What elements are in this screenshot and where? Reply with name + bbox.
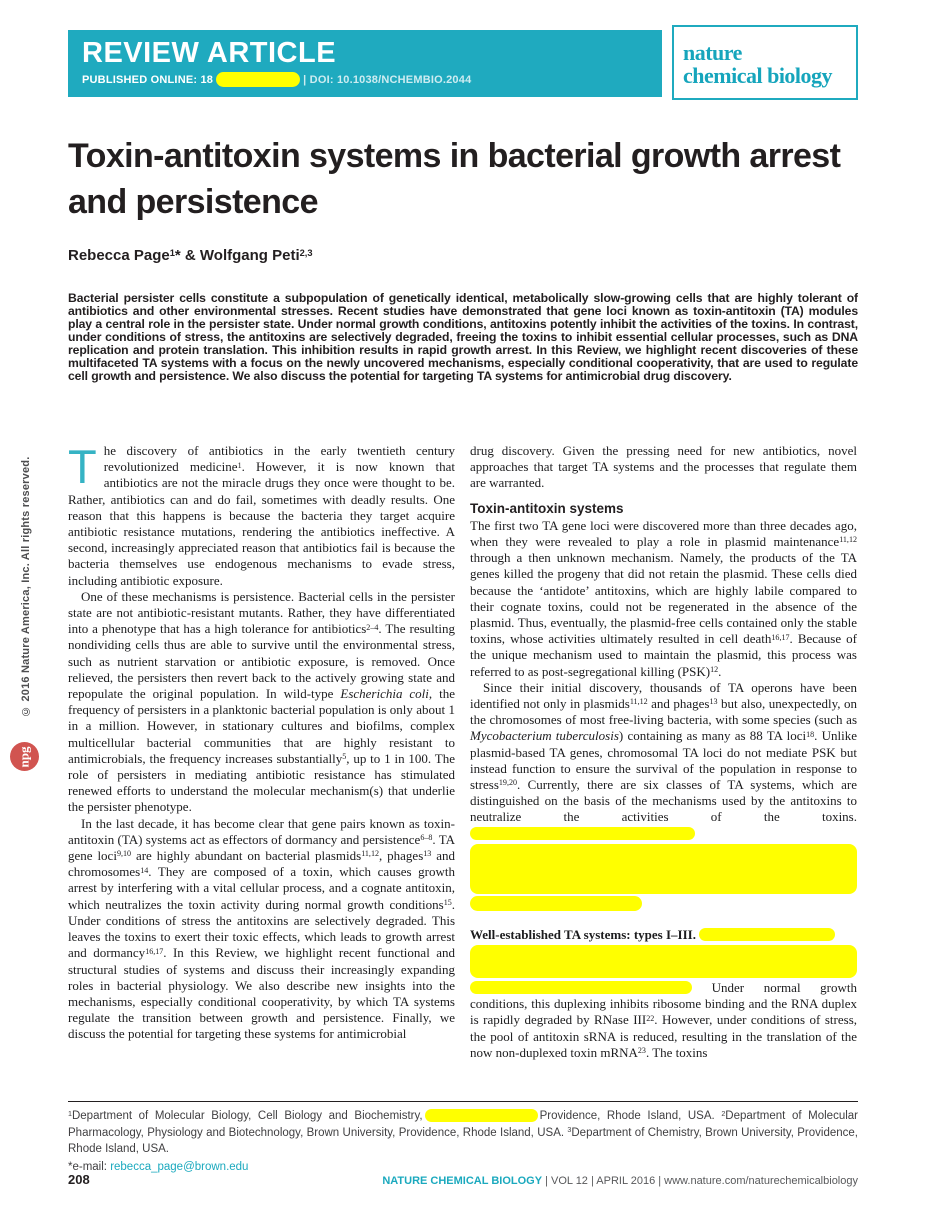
redaction-bar [425, 1109, 538, 1122]
redaction-bar [470, 981, 692, 994]
paragraph-type-i-text: Under normal growth conditions, this duplexing inhibits ribosome binding and the RNA duplex is rapidly degraded by RNase III$^{22}$. However, under conditions of stress, the pool of antitoxin sRNA is reduced, resulting in the translation of the now non-duplexed toxin mRNA$^{23}$. The toxins [470, 980, 858, 1060]
email-prefix: *e-mail: [68, 1160, 111, 1173]
paragraph-ta-operons-text: Since their initial discovery, thousands of TA operons have been identified not only in plasmids$^{11,12}$ and phages$^{13}$ but also, unexpectedly, on the chromosomes of most free-living bacteria, with some species (such as Mycobacterium tuberculosis) containing as many as 88 TA loci$^{18}$. Unlike plasmid-based TA genes, chromosomal TA loci do not mediate PSK but instead function to ensure the survival of the population in response to stress$^{19,20}$. Currently, there are six classes of TA systems, which are distinguished on the basis of the mechanisms used by the antitoxins to neutralize the activities of the toxins. [470, 679, 858, 825]
right-column [470, 443, 857, 1083]
affiliation-2-3: Providence, Rhode Island, USA. $^2$Department of Molecular Pharmacology, Physiology and Biotechnology, Brown University, Providence, Rhode Island, USA. $^3$Department of Chemistry, Brown University, Providence, Rhode Island, USA. [68, 1109, 858, 1155]
redaction-block-partial [470, 896, 642, 911]
page-title [68, 133, 858, 225]
affiliation-1: $^1$Department of Molecular Biology, Cell Biology and Biochemistry, [68, 1109, 423, 1122]
paragraph-ta-operons [470, 680, 857, 842]
paragraph-type-i [470, 980, 857, 1061]
journal-name: NATURE CHEMICAL BIOLOGY [382, 1175, 543, 1187]
affiliations [68, 1108, 858, 1158]
paragraph-ta-discovery: The first two TA gene loci were discovered more than three decades ago, when they were revealed to play a role in plasmid maintenance$^{11,12}$ through a then unknown mechanism. Namely, the products of the TA genes killed the progeny that did not retain the plasmid. These cells died because the ‘antidote’ antitoxins, which are highly labile compared to their cognate toxins, could not be regenerated in the absence of the plasmid. Thus, eventually, the plasmid-free cells contained only the stable toxins, whose activities ultimately resulted in cell death$^{16,17}$. Because of the unique mechanism used to maintain the plasmid, this process was referred to as post-segregational killing (PSK)$^{12}$. [470, 517, 857, 679]
issue-info [382, 1175, 858, 1187]
copyright-text: © 2016 Nature America, Inc. All rights reserved. [20, 456, 32, 717]
paragraph-intro-text: he discovery of antibiotics in the early twentieth century revolutionized medicine$^1$. However, it is now known that antibiotics are not the miracle drugs they once were thought to be. Rather, antibiotics can and do fail, sometimes with deadly results. One reason that this happens is because the bacteria they target acquire antibiotic resistance mutations, rendering the antibiotics ineffective. A second, increasingly appreciated reason that antibiotics fail is because the bacteria themselves use endogenous mechanisms to evade stress, including antibiotic exposure. [68, 443, 455, 588]
article-body [68, 443, 858, 1083]
redaction-bar [216, 72, 300, 87]
copyright-vertical-text [20, 443, 38, 717]
section-heading-toxin-antitoxin: Toxin-antitoxin systems [470, 500, 624, 516]
left-column [68, 443, 455, 1083]
authors-line: Rebecca Page$^1$* & Wolfgang Peti$^{2,3}$ [68, 247, 313, 264]
page-footer [68, 1172, 858, 1187]
paragraph-persistence: One of these mechanisms is persistence. Bacterial cells in the persister state are not antibiotic-resistant mutants. Rather, they have differentiated into a phenotype that has a high tolerance for antibiotics$^{2-4}$. The resulting nondividing cells thus are able to survive until the environmental stress, such as nutrient starvation or antibiotic exposure, is removed. Once relieved, the persisters then revert back to the actively growing state and repopulate the original population. In wild-type Escherichia coli, the frequency of persisters in a planktonic bacterial population is only about 1 in a million. However, in stationary cultures and biofilms, complex multicellular bacterial communities that are highly resistant to antimicrobials, the frequency increases substantially$^5$, up to 1 in 100. The role of persisters in mediating antibiotic resistance has stimulated renewed efforts to understand the molecular mechanism(s) that underlie the persister phenotype. [68, 588, 456, 815]
redaction-block [470, 945, 857, 978]
footnote [68, 1108, 858, 1175]
subsection-heading-line [470, 927, 857, 943]
article-type-banner [68, 30, 662, 97]
published-prefix: PUBLISHED ONLINE: 18 [82, 73, 214, 86]
npg-logo [10, 742, 39, 771]
paragraph-intro [68, 443, 455, 589]
npg-logo-label: npg [16, 746, 32, 767]
paragraph-ta-systems-intro: In the last decade, it has become clear that gene pairs known as toxin-antitoxin (TA) systems act as effectors of dormancy and persistence$^{6-8}$. TA gene loci$^{9,10}$ are highly abundant on bacterial plasmids$^{11,12}$, phages$^{13}$ and chromosomes$^{14}$. They are composed of a toxin, which causes growth arrest by interfering with a vital cellular process, and a cognate antitoxin, which neutralizes the toxin activity during normal growth conditions$^{15}$. Under conditions of stress the antitoxins are selectively degraded. This leaves the toxins to exert their toxic effects, which leads to growth arrest and dormancy$^{16,17}$. In this Review, we highlight recent functional and structural studies of systems and discuss their increasingly expanding roles in bacterial physiology. We also describe new insights into the mechanisms, especially conditional cooperativity, by which TA systems regulate the transition between growth and persistence. Finally, we discuss the potential for targeting these systems for antimicrobial [68, 815, 455, 1042]
journal-logo [672, 25, 858, 100]
paragraph-continuation: drug discovery. Given the pressing need for new antibiotics, novel approaches that target TA systems and the processes that regulate them are warranted. [470, 443, 857, 491]
redaction-block [470, 844, 857, 894]
article-type-label: REVIEW ARTICLE [82, 37, 337, 69]
redaction-bar [470, 827, 695, 840]
title-line-1: Toxin-antitoxin systems in bacterial growth arrest [68, 137, 841, 175]
journal-logo-line1: nature [683, 40, 742, 65]
subsection-heading: Well-established TA systems: types I–III. [470, 926, 696, 942]
doi-text: | DOI: 10.1038/NCHEMBIO.2044 [303, 73, 472, 86]
title-line-2: and persistence [68, 183, 318, 221]
volume-info: | VOL 12 | APRIL 2016 | www.nature.com/naturechemicalbiology [542, 1175, 858, 1187]
drop-cap: T [68, 443, 97, 493]
abstract-text: Bacterial persister cells constitute a subpopulation of genetically identical, metabolically slow-growing cells that are highly tolerant of antibiotics and other environmental stresses. Recent studies have demonstrated that gene loci known as toxin-antitoxin (TA) modules play a central role in the persister state. Under normal growth conditions, antitoxins potently inhibit the activities of the toxins. In contrast, under conditions of stress, the antitoxins are selectively degraded, freeing the toxins to inhibit essential cellular processes, such as DNA replication and protein translation. This inhibition results in rapid growth arrest. In this Review, we highlight recent discoveries of these multifaceted TA systems with a focus on the newly uncovered mechanisms, especially conditional cooperativity, that are used to regulate cell growth and persistence. We also discuss the potential for targeting TA systems for antimicrobial drug discovery. [68, 292, 858, 383]
redaction-bar [699, 928, 835, 941]
footnote-divider [68, 1101, 858, 1102]
page-number: 208 [68, 1172, 90, 1187]
published-line [82, 72, 662, 87]
email-link[interactable]: rebecca_page@brown.edu [110, 1160, 249, 1173]
journal-logo-line2: chemical biology [683, 63, 833, 88]
